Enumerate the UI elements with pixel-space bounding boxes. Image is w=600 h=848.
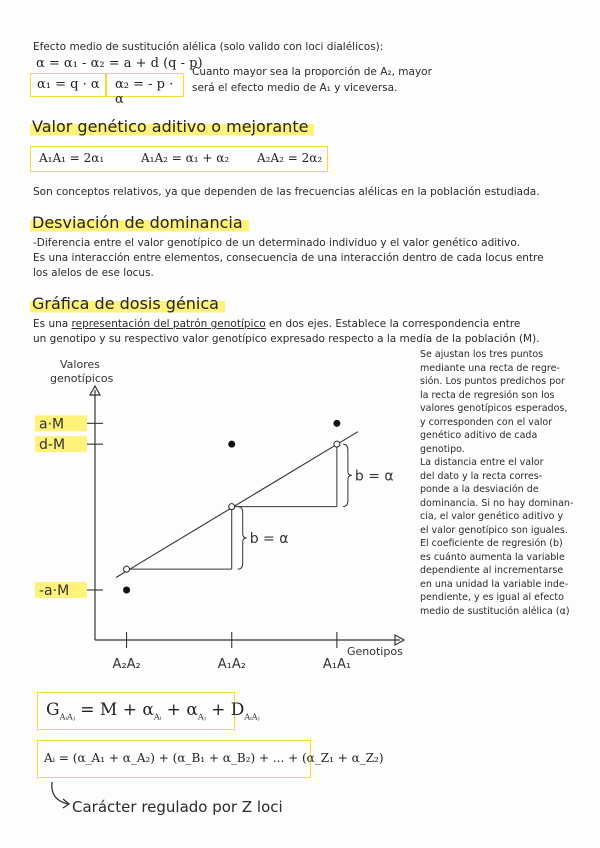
alpha-box [30,73,184,107]
side-text-line: y corresponden con el valor [420,416,553,428]
side-text-line: Se ajustan los tres puntos [420,349,544,360]
x-tick-label: A₁A₂ [217,657,246,672]
y-tick-label: d-M [39,437,66,454]
g-main: G [46,700,60,720]
side-text-line: genotipo. [420,443,465,455]
heading-grafica: Gráfica de dosis génica [30,294,225,314]
g-formula-box [37,692,260,730]
observed-point [333,420,340,427]
observed-point [123,587,130,594]
brace [238,507,247,570]
formula-alpha1: α₁ = q · α [37,77,100,92]
formula-a: Aᵢ = (α_A₁ + α_A₂) + (α_B₁ + α_B₂) + ... + (α_Z₁ + α_Z₂) [44,751,384,765]
predicted-point [334,441,340,447]
formula-alpha2: α₂ = - p · α [115,77,174,107]
x-tick-label: A₂A₂ [112,657,141,672]
note-line1: Cuanto mayor sea la proporción de A₂, mayor [192,66,432,78]
side-text-line: es cuánto aumenta la variable [420,551,565,563]
section1-title: Efecto medio de sustitución alélica (solo valido con loci dialélicos): [33,41,384,53]
g-p3: + D [205,700,245,720]
section4-intro [33,317,598,331]
side-text-line: ponde a la desviación de [420,484,539,495]
side-text-line: del dato y la recta corres- [420,470,543,482]
b-alpha-label: b = α [354,468,394,485]
side-text-line: La distancia entre el valor [420,457,544,468]
intro-pre: Es una [33,318,72,330]
formula-a1a1: A₁A₁ = 2α₁ [39,151,105,165]
x-tick-label: A₁A₁ [322,657,352,672]
formula-alpha-main: α = α₁ - α₂ = a + d (q - p) [36,56,203,71]
formula-a1a2: A₁A₂ = α₁ + α₂ [141,151,230,165]
section2-text: Son conceptos relativos, ya que dependen de las frecuencias alélicas en la población estudiada. [33,186,540,198]
side-text-line: la recta de regresión son los [420,389,555,401]
section3-line2: Es una interacción entre elementos, consecuencia de una interacción dentro de cada locus entre [33,252,544,264]
side-text-line: mediante una recta de regre- [420,362,560,374]
regression-line [116,432,358,578]
ylabel-line2: genotípicos [50,372,114,385]
a-formula-box [37,740,384,778]
dose-chart [25,350,415,680]
side-text-line: valores genotípicos esperados, [420,403,568,414]
side-text-line: dependiente al incrementarse [420,565,564,576]
arrow-note: Carácter regulado por Z loci [72,798,283,816]
b-alpha-label: b = α [249,530,289,547]
additive-box [30,146,328,172]
side-text-line: pendiente, y es igual al efecto [420,592,564,603]
g-s3: AᵢAⱼ [244,712,260,722]
side-text-line: en una unidad la variable inde- [420,578,569,590]
xlabel: Genotipos [347,645,403,658]
predicted-point [229,504,235,510]
side-text [420,348,595,618]
section3-line1: -Diferencia entre el valor genotípico de un determinado individuo y el valor genético aditivo. [33,237,520,249]
observed-point [228,441,235,448]
heading-desviacion: Desviación de dominancia [30,213,249,233]
section3-line3: los alelos de ese locus. [33,267,154,279]
side-text-line: cia, el valor genético aditivo y [420,511,564,522]
box-divider [105,74,107,96]
g-s2: Aⱼ [197,712,206,722]
intro-link: representación del patrón genotípico [71,318,266,330]
heading-valor-genetico: Valor genético aditivo o mejorante [30,117,314,137]
formula-g [46,700,260,721]
formula-a2a2: A₂A₂ = 2α₂ [257,151,323,165]
section4-intro-line2: un genotipo y su respectivo valor genotípico expresado respecto a la media de la población (M). [33,333,540,345]
side-text-line: genético aditivo de cada [420,430,538,441]
side-text-line: El coeficiente de regresión (b) [420,538,563,549]
side-text-line: sión. Los puntos predichos por [420,376,565,387]
g-p2: + α [161,700,198,720]
ylabel-line1: Valores [60,358,100,371]
y-tick-label: a·M [39,416,65,433]
y-tick-label: -a·M [39,583,70,599]
g-rest: = M + α [74,700,154,720]
side-text-line: dominancia. Si no hay dominan- [420,497,574,509]
g-sub: AᵢAⱼ [59,712,75,722]
predicted-point [124,566,130,572]
intro-post: en dos ejes. Establece la correspondencia entre [265,318,521,330]
side-text-line: el valor genotípico son iguales. [420,524,568,536]
g-s1: Aᵢ [153,712,162,722]
side-text-line: medio de sustitución alélica (α) [420,605,570,617]
brace [343,444,352,507]
note-line2: será el efecto medio de A₁ y viceversa. [192,82,398,94]
